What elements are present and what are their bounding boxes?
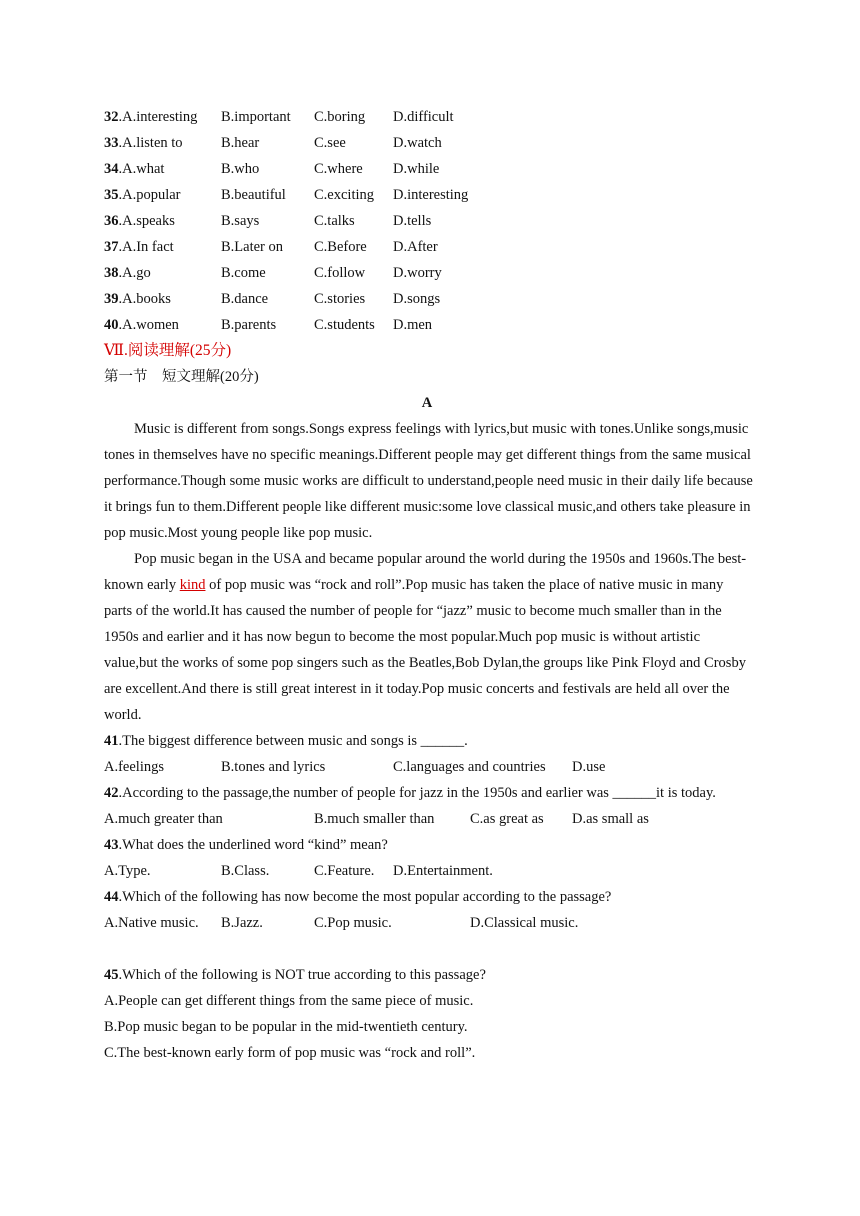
option-b: B.dance bbox=[221, 291, 269, 307]
cloze-row bbox=[104, 130, 754, 156]
cloze-row bbox=[104, 260, 754, 286]
question-45 bbox=[104, 962, 754, 988]
question-number: 45 bbox=[104, 967, 119, 983]
question-number: 32 bbox=[104, 109, 119, 125]
option-a bbox=[104, 104, 197, 130]
option-c: C.as great as bbox=[470, 811, 544, 827]
question-41 bbox=[104, 728, 754, 754]
question-text: .What does the underlined word “kind” mean? bbox=[118, 837, 388, 853]
option-b: B.much smaller than bbox=[314, 811, 435, 827]
option-b: B.who bbox=[221, 161, 260, 177]
option-a bbox=[104, 286, 171, 312]
answer-row-42 bbox=[104, 806, 754, 832]
option-b: B.come bbox=[221, 265, 266, 281]
option-d: D.difficult bbox=[393, 109, 454, 125]
question-number: 44 bbox=[104, 889, 119, 905]
option-d: D.songs bbox=[393, 291, 441, 307]
option-b: B.important bbox=[221, 109, 291, 125]
document-page bbox=[104, 104, 754, 1066]
option-text: .A.go bbox=[118, 265, 151, 281]
question-42 bbox=[104, 780, 754, 806]
option-a bbox=[104, 208, 175, 234]
question-number: 38 bbox=[104, 265, 119, 281]
option-text: .A.In fact bbox=[118, 239, 174, 255]
spacer bbox=[104, 936, 754, 962]
cloze-row bbox=[104, 208, 754, 234]
cloze-row bbox=[104, 312, 754, 338]
underlined-word-kind: kind bbox=[179, 577, 206, 593]
option-text: .A.what bbox=[118, 161, 165, 177]
passage-title: A bbox=[421, 395, 433, 411]
option-text: .A.listen to bbox=[118, 135, 183, 151]
question-number: 35 bbox=[104, 187, 119, 203]
option-d: D.Entertainment. bbox=[393, 863, 493, 879]
option-b: B.says bbox=[221, 213, 260, 229]
passage-paragraph-2 bbox=[104, 546, 754, 728]
option-d: D.worry bbox=[393, 265, 442, 281]
option-d: D.watch bbox=[393, 135, 442, 151]
option-c: C.talks bbox=[314, 213, 355, 229]
question-number: 43 bbox=[104, 837, 119, 853]
option-text: .A.interesting bbox=[118, 109, 198, 125]
option-a bbox=[104, 312, 179, 338]
paragraph-text: Pop music began in the USA and became popular around the world during the 1950s and 1960s.The best-known early bbox=[104, 551, 747, 593]
option-text: .A.books bbox=[118, 291, 171, 307]
option-b: B.Class. bbox=[221, 863, 270, 879]
option-c: C.Feature. bbox=[314, 863, 375, 879]
option-c: C.where bbox=[314, 161, 363, 177]
question-number: 39 bbox=[104, 291, 119, 307]
option-a bbox=[104, 182, 181, 208]
option-a bbox=[104, 234, 174, 260]
option-c: C.Before bbox=[314, 239, 367, 255]
question-number: 34 bbox=[104, 161, 119, 177]
option-c: C.stories bbox=[314, 291, 366, 307]
answer-row-41 bbox=[104, 754, 754, 780]
option-b: B.hear bbox=[221, 135, 260, 151]
question-text: .According to the passage,the number of people for jazz in the 1950s and earlier was ______it is today. bbox=[118, 785, 716, 801]
option-b: B.Pop music began to be popular in the mid-twentieth century. bbox=[104, 1019, 468, 1035]
question-number: 40 bbox=[104, 317, 119, 333]
question-44 bbox=[104, 884, 754, 910]
option-c: C.follow bbox=[314, 265, 366, 281]
option-text: .A.women bbox=[118, 317, 179, 333]
cloze-row bbox=[104, 234, 754, 260]
option-d: D.After bbox=[393, 239, 438, 255]
option-b: B.parents bbox=[221, 317, 277, 333]
question-number: 41 bbox=[104, 733, 119, 749]
option-d: D.tells bbox=[393, 213, 432, 229]
sub-heading: 第一节 短文理解(20分) bbox=[104, 369, 259, 385]
question-number: 33 bbox=[104, 135, 119, 151]
option-text: .A.popular bbox=[118, 187, 181, 203]
question-number: 37 bbox=[104, 239, 119, 255]
option-d: D.Classical music. bbox=[470, 915, 579, 931]
question-43 bbox=[104, 832, 754, 858]
question-text: .Which of the following has now become the most popular according to the passage? bbox=[118, 889, 612, 905]
option-c: C.see bbox=[314, 135, 346, 151]
option-a bbox=[104, 130, 183, 156]
option-c: C.boring bbox=[314, 109, 366, 125]
paragraph-text: of pop music was “rock and roll”.Pop music has taken the place of native music in many parts of the world.It has caused the number of people for “jazz” music to become much smaller than in the 1950s and earlier and it has now begun to become the most popular.Much pop music is without artistic value,but the works of some pop singers such as the Beatles,Bob Dylan,the groups like Pink Floyd and Crosby are excellent.And there is still great interest in it today.Pop music concerts and festivals are held all over the world. bbox=[104, 577, 746, 723]
answer-row-44 bbox=[104, 910, 754, 936]
option-a: A.People can get different things from the same piece of music. bbox=[104, 993, 474, 1009]
option-b: B.Jazz. bbox=[221, 915, 263, 931]
cloze-options-list bbox=[104, 104, 754, 338]
option-c: C.Pop music. bbox=[314, 915, 392, 931]
option-b: B.Later on bbox=[221, 239, 284, 255]
option-c: C.The best-known early form of pop music was “rock and roll”. bbox=[104, 1045, 476, 1061]
option-a: A.much greater than bbox=[104, 811, 223, 827]
option-d: D.as small as bbox=[572, 811, 649, 827]
option-b: B.beautiful bbox=[221, 187, 286, 203]
option-a bbox=[104, 156, 164, 182]
option-c: C.languages and countries bbox=[393, 759, 546, 775]
question-text: .Which of the following is NOT true according to this passage? bbox=[118, 967, 486, 983]
option-d: D.men bbox=[393, 317, 433, 333]
option-d: D.use bbox=[572, 759, 606, 775]
question-number: 36 bbox=[104, 213, 119, 229]
option-d: D.interesting bbox=[393, 187, 469, 203]
option-c: C.exciting bbox=[314, 187, 375, 203]
cloze-row bbox=[104, 104, 754, 130]
option-a: A.Type. bbox=[104, 863, 151, 879]
option-text: .A.speaks bbox=[118, 213, 175, 229]
option-b: B.tones and lyrics bbox=[221, 759, 326, 775]
option-a: A.feelings bbox=[104, 759, 164, 775]
option-d: D.while bbox=[393, 161, 440, 177]
cloze-row bbox=[104, 182, 754, 208]
section-heading: Ⅶ.阅读理解(25分) bbox=[104, 342, 232, 359]
cloze-row bbox=[104, 286, 754, 312]
answer-row-43 bbox=[104, 858, 754, 884]
question-number: 42 bbox=[104, 785, 119, 801]
passage-paragraph-1: Music is different from songs.Songs express feelings with lyrics,but music with tones.Unlike songs,music tones in themselves have no specific meanings.Different people may get different things from the same musical performance.Though some music works are difficult to understand,people need music in their daily life because it brings fun to them.Different people like different music:some love classical music,and others take pleasure in pop music.Most young people like pop music. bbox=[104, 421, 753, 541]
question-text: .The biggest difference between music and songs is ______. bbox=[118, 733, 468, 749]
cloze-row bbox=[104, 156, 754, 182]
option-a bbox=[104, 260, 151, 286]
option-a: A.Native music. bbox=[104, 915, 199, 931]
option-c: C.students bbox=[314, 317, 375, 333]
